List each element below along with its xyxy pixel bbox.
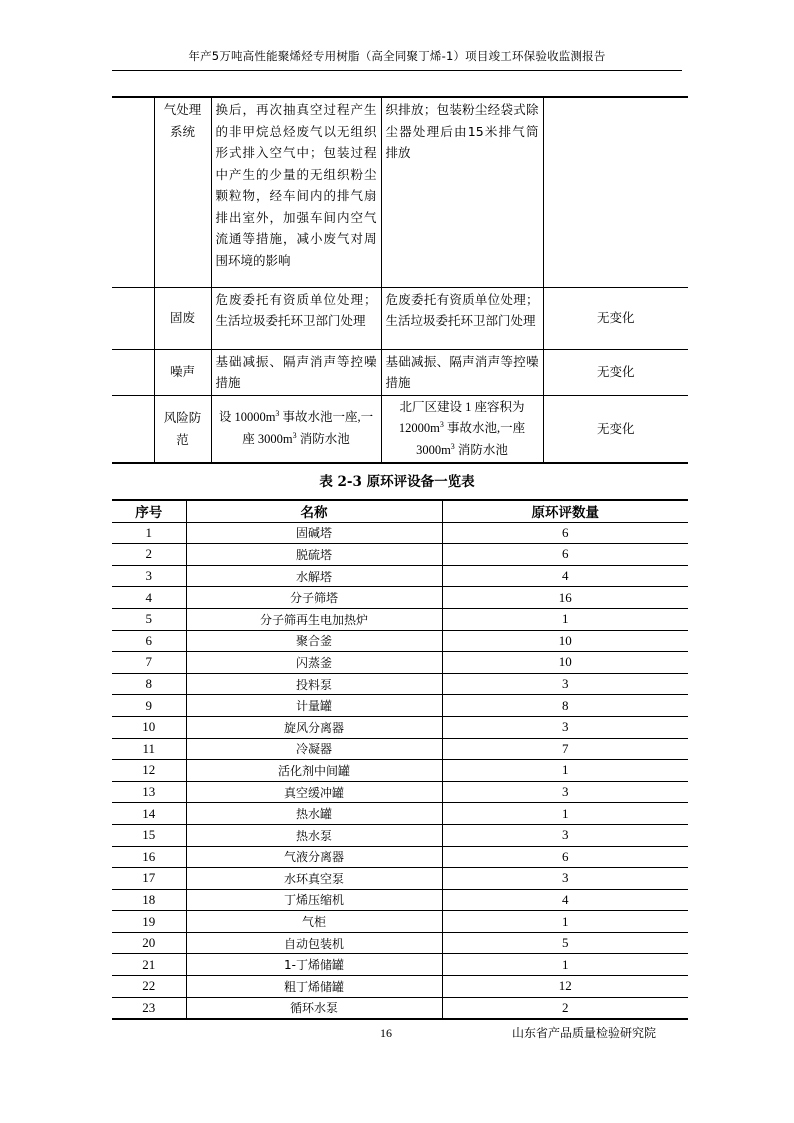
row-index-cell: 11 <box>112 738 186 760</box>
equipment-name-cell: 热水罐 <box>186 803 442 825</box>
table-row <box>112 716 688 738</box>
quantity-cell: 5 <box>442 932 688 954</box>
environmental-measures-table <box>112 96 688 464</box>
row-index-cell: 18 <box>112 889 186 911</box>
row-index-cell: 4 <box>112 587 186 609</box>
change-cell <box>543 97 688 287</box>
equipment-name-cell: 水解塔 <box>186 565 442 587</box>
table-row <box>112 630 688 652</box>
quantity-cell: 10 <box>442 652 688 674</box>
quantity-cell: 4 <box>442 565 688 587</box>
table-row <box>112 673 688 695</box>
row-index-cell: 6 <box>112 630 186 652</box>
table-row <box>112 652 688 674</box>
equipment-name-cell: 1-丁烯储罐 <box>186 954 442 976</box>
table-row <box>112 565 688 587</box>
table-row <box>112 889 688 911</box>
table-row <box>112 932 688 954</box>
quantity-cell: 7 <box>442 738 688 760</box>
table-row <box>112 587 688 609</box>
equipment-name-cell: 固碱塔 <box>186 522 442 544</box>
table-row <box>112 803 688 825</box>
quantity-cell: 6 <box>442 544 688 566</box>
equipment-name-cell: 计量罐 <box>186 695 442 717</box>
table-row <box>112 997 688 1019</box>
category-cell: 气处理系统 <box>154 97 211 287</box>
row-index-cell: 1 <box>112 522 186 544</box>
equipment-name-cell: 自动包装机 <box>186 932 442 954</box>
original-measure-cell: 危废委托有资质单位处理；生活垃圾委托环卫部门处理 <box>211 287 381 349</box>
quantity-cell: 1 <box>442 954 688 976</box>
row-index-cell: 19 <box>112 911 186 933</box>
equipment-table-body <box>112 522 688 1019</box>
table-row <box>112 97 688 287</box>
table-row <box>112 738 688 760</box>
row-index-cell: 23 <box>112 997 186 1019</box>
quantity-cell: 16 <box>442 587 688 609</box>
category-cell: 风险防范 <box>154 395 211 463</box>
original-measure-cell: 基础减振、隔声消声等控噪措施 <box>211 349 381 395</box>
table-row <box>112 349 688 395</box>
equipment-name-cell: 粗丁烯储罐 <box>186 976 442 998</box>
original-measure-cell: 换后，再次抽真空过程产生的非甲烷总烃废气以无组织形式排入空气中；包装过程中产生的少量的无组织粉尘颗粒物，经车间内的排气扇排出室外，加强车间内空气流通等措施，减小废气对周围环境的影响 <box>211 97 381 287</box>
equipment-name-cell: 热水泵 <box>186 824 442 846</box>
row-index-cell: 3 <box>112 565 186 587</box>
table-row <box>112 287 688 349</box>
equipment-table <box>112 499 688 1020</box>
row-index-cell: 8 <box>112 673 186 695</box>
equipment-name-cell: 投料泵 <box>186 673 442 695</box>
equipment-name-cell: 旋风分离器 <box>186 716 442 738</box>
equipment-name-cell: 分子筛塔 <box>186 587 442 609</box>
quantity-cell: 3 <box>442 716 688 738</box>
quantity-cell: 10 <box>442 630 688 652</box>
table-row <box>112 781 688 803</box>
row-index-cell: 17 <box>112 868 186 890</box>
header-name: 名称 <box>186 500 442 522</box>
row-index-cell: 14 <box>112 803 186 825</box>
quantity-cell: 6 <box>442 522 688 544</box>
equipment-name-cell: 循环水泵 <box>186 997 442 1019</box>
header-rule <box>112 70 682 71</box>
row-index-cell: 12 <box>112 760 186 782</box>
table-row <box>112 695 688 717</box>
row-index-cell: 13 <box>112 781 186 803</box>
table-row <box>112 544 688 566</box>
page-number: 16 <box>380 1026 392 1040</box>
quantity-cell: 3 <box>442 781 688 803</box>
table-header-row <box>112 500 688 522</box>
quantity-cell: 1 <box>442 911 688 933</box>
row-index-cell: 20 <box>112 932 186 954</box>
table-row <box>112 760 688 782</box>
table-row <box>112 846 688 868</box>
actual-measure-cell: 北厂区建设 1 座容积为 $12000m^3$ 事故水池,一座 $3000m^3$ 消防水池 <box>381 395 543 463</box>
table-row <box>112 911 688 933</box>
table-row <box>112 868 688 890</box>
table-row <box>112 954 688 976</box>
quantity-cell: 1 <box>442 608 688 630</box>
quantity-cell: 1 <box>442 760 688 782</box>
equipment-name-cell: 分子筛再生电加热炉 <box>186 608 442 630</box>
row-index-cell: 16 <box>112 846 186 868</box>
quantity-cell: 4 <box>442 889 688 911</box>
actual-measure-cell: 基础减振、隔声消声等控噪措施 <box>381 349 543 395</box>
equipment-name-cell: 脱硫塔 <box>186 544 442 566</box>
table-caption: 表 2-3 原环评设备一览表 <box>319 474 475 490</box>
quantity-cell: 3 <box>442 824 688 846</box>
equipment-name-cell: 活化剂中间罐 <box>186 760 442 782</box>
equipment-name-cell: 丁烯压缩机 <box>186 889 442 911</box>
row-index-cell: 15 <box>112 824 186 846</box>
table-row <box>112 976 688 998</box>
page-header: 年产5万吨高性能聚烯烃专用树脂（高全同聚丁烯-1）项目竣工环保验收监测报告 <box>188 49 606 63</box>
original-measure-cell: 设 $10000m^3$ 事故水池一座,一座 $3000m^3$ 消防水池 <box>211 395 381 463</box>
quantity-cell: 3 <box>442 673 688 695</box>
equipment-name-cell: 气柜 <box>186 911 442 933</box>
change-cell: 无变化 <box>543 349 688 395</box>
quantity-cell: 6 <box>442 846 688 868</box>
organization-name: 山东省产品质量检验研究院 <box>512 1026 657 1040</box>
row-index-cell: 10 <box>112 716 186 738</box>
row-index-cell: 7 <box>112 652 186 674</box>
equipment-name-cell: 冷凝器 <box>186 738 442 760</box>
change-cell: 无变化 <box>543 395 688 463</box>
category-cell: 固废 <box>154 287 211 349</box>
header-quantity: 原环评数量 <box>442 500 688 522</box>
header-index: 序号 <box>112 500 186 522</box>
table-row <box>112 395 688 463</box>
row-index-cell: 2 <box>112 544 186 566</box>
row-index-cell: 9 <box>112 695 186 717</box>
row-index-cell: 21 <box>112 954 186 976</box>
equipment-name-cell: 真空缓冲罐 <box>186 781 442 803</box>
equipment-name-cell: 闪蒸釜 <box>186 652 442 674</box>
quantity-cell: 8 <box>442 695 688 717</box>
table-row <box>112 608 688 630</box>
actual-measure-cell: 危废委托有资质单位处理；生活垃圾委托环卫部门处理 <box>381 287 543 349</box>
actual-measure-cell: 织排放；包装粉尘经袋式除尘器处理后由15米排气筒排放 <box>381 97 543 287</box>
quantity-cell: 12 <box>442 976 688 998</box>
table-row <box>112 824 688 846</box>
table-row <box>112 522 688 544</box>
quantity-cell: 2 <box>442 997 688 1019</box>
change-cell: 无变化 <box>543 287 688 349</box>
row-index-cell: 5 <box>112 608 186 630</box>
quantity-cell: 1 <box>442 803 688 825</box>
quantity-cell: 3 <box>442 868 688 890</box>
category-cell: 噪声 <box>154 349 211 395</box>
equipment-name-cell: 气液分离器 <box>186 846 442 868</box>
equipment-name-cell: 聚合釜 <box>186 630 442 652</box>
equipment-name-cell: 水环真空泵 <box>186 868 442 890</box>
row-index-cell: 22 <box>112 976 186 998</box>
